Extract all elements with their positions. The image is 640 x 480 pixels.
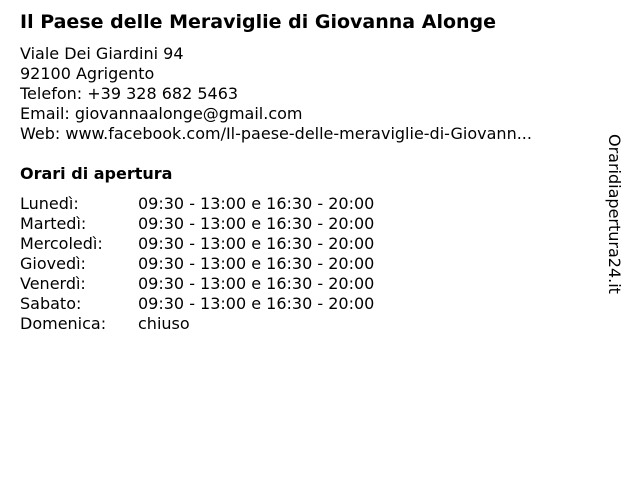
day-label: Domenica: <box>20 314 107 333</box>
opening-hours-heading: Orari di apertura <box>20 164 173 183</box>
time-value: 09:30 - 13:00 e 16:30 - 20:00 <box>138 274 375 293</box>
time-value: 09:30 - 13:00 e 16:30 - 20:00 <box>138 254 375 273</box>
site-watermark <box>605 134 636 310</box>
day-label: Mercoledì: <box>20 234 103 253</box>
time-value: 09:30 - 13:00 e 16:30 - 20:00 <box>138 194 375 213</box>
street-address: Viale Dei Giardini 94 <box>20 44 184 63</box>
day-label: Venerdì: <box>20 274 86 293</box>
city-postal: 92100 Agrigento <box>20 64 155 83</box>
time-value: chiuso <box>138 314 190 333</box>
contact-info <box>20 44 532 144</box>
day-label: Martedì: <box>20 214 87 233</box>
time-value: 09:30 - 13:00 e 16:30 - 20:00 <box>138 214 375 233</box>
website-link[interactable]: Web: www.facebook.com/Il-paese-delle-meraviglie-di-Giovann... <box>20 124 532 143</box>
day-label: Sabato: <box>20 294 82 313</box>
time-value: 09:30 - 13:00 e 16:30 - 20:00 <box>138 234 375 253</box>
time-value: 09:30 - 13:00 e 16:30 - 20:00 <box>138 294 375 313</box>
email-address: Email: giovannaalonge@gmail.com <box>20 104 303 123</box>
watermark-text: Oraridiapertura24.it <box>605 134 624 294</box>
phone-number: Telefon: +39 328 682 5463 <box>20 84 239 103</box>
day-label: Giovedì: <box>20 254 86 273</box>
business-name: Il Paese delle Meraviglie di Giovanna Alonge <box>20 11 497 33</box>
day-label: Lunedì: <box>20 194 79 213</box>
